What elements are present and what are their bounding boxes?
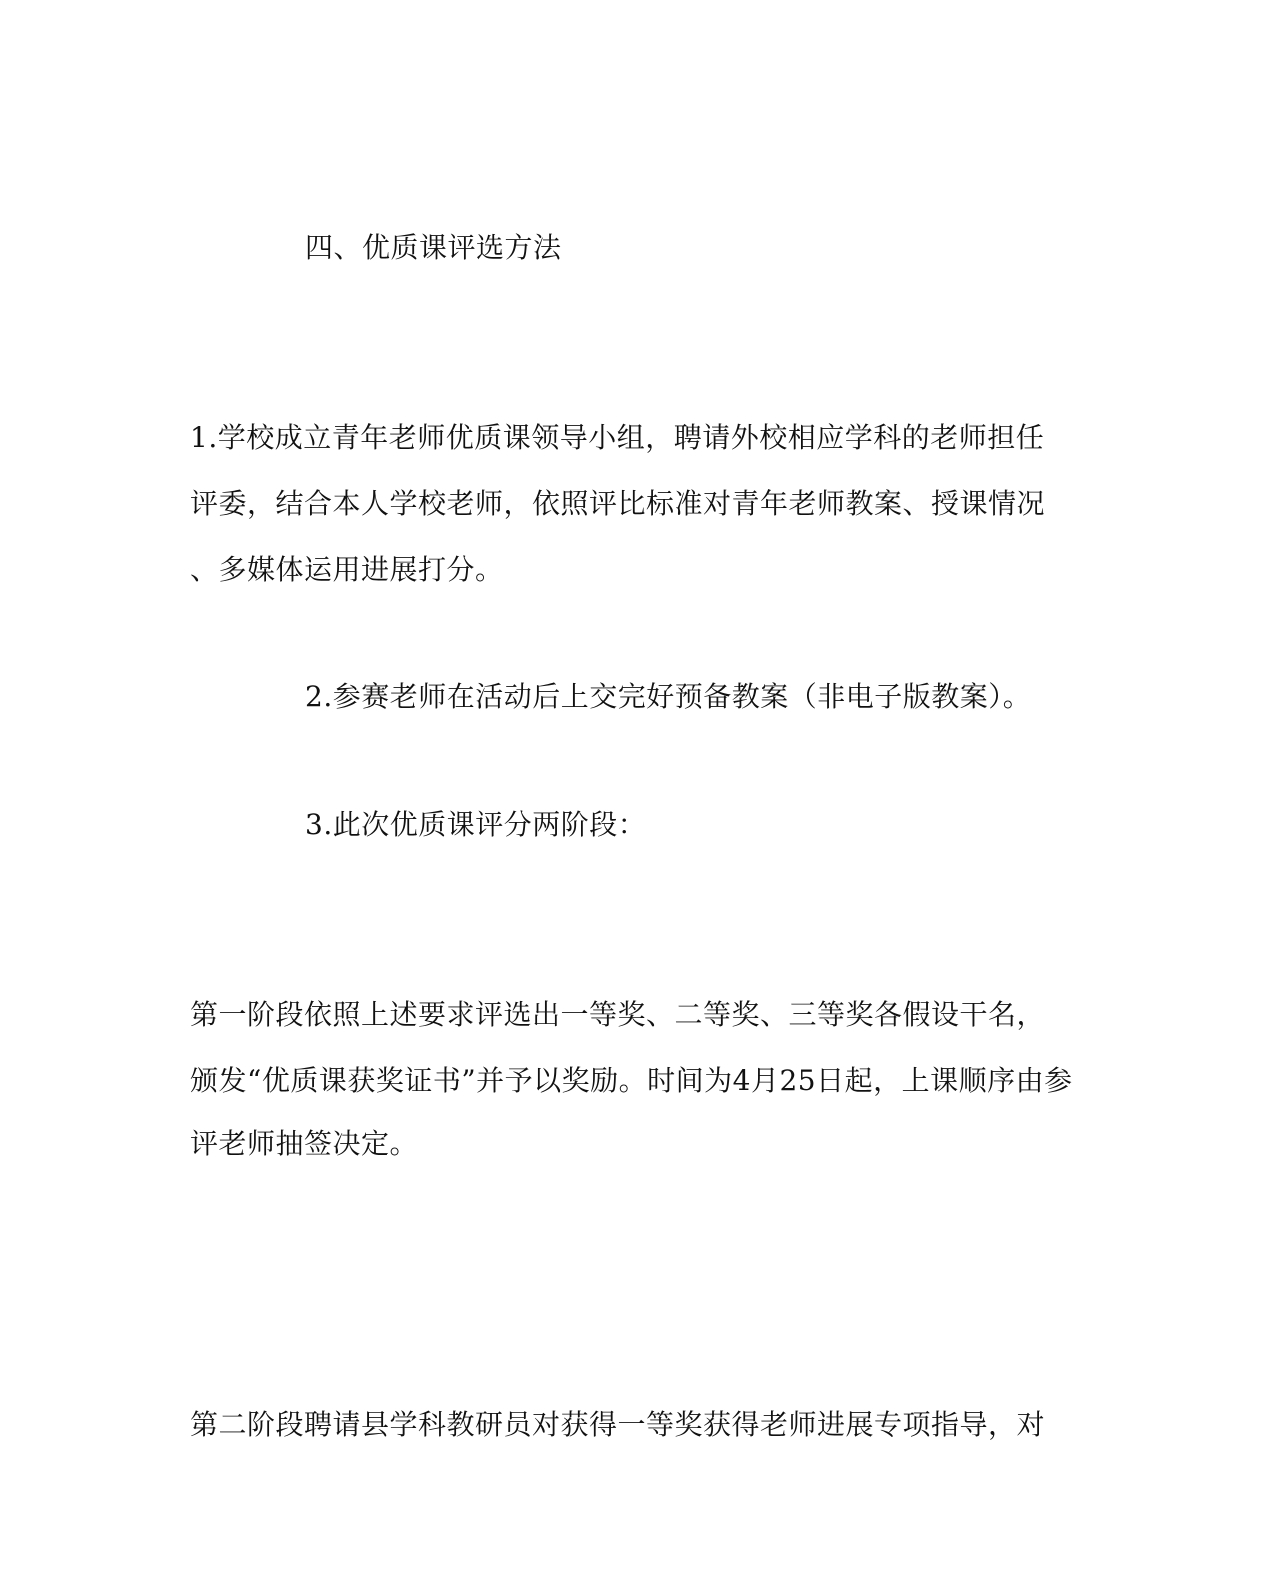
stage1-line-2: 颁发“优质课获奖证书”并予以奖励。时间为4月25日起，上课顺序由参	[190, 1064, 1073, 1097]
stage1-line-3: 评老师抽签决定。	[190, 1127, 419, 1160]
item2-paragraph: 2.参赛老师在活动后上交完好预备教案（非电子版教案）。	[305, 680, 1032, 713]
item3-paragraph: 3.此次优质课评分两阶段：	[305, 808, 647, 841]
stage2-line-1: 第二阶段聘请县学科教研员对获得一等奖获得老师进展专项指导，对	[190, 1408, 1046, 1441]
section-heading: 四、优质课评选方法	[305, 231, 562, 264]
stage1-line-1: 第一阶段依照上述要求评选出一等奖、二等奖、三等奖各假设干名，	[190, 998, 1046, 1031]
item1-line-3: 、多媒体运用进展打分。	[190, 553, 504, 586]
item1-line-1: 1.学校成立青年老师优质课领导小组，聘请外校相应学科的老师担任	[190, 421, 1045, 454]
item1-line-2: 评委，结合本人学校老师，依照评比标准对青年老师教案、授课情况	[190, 487, 1046, 520]
